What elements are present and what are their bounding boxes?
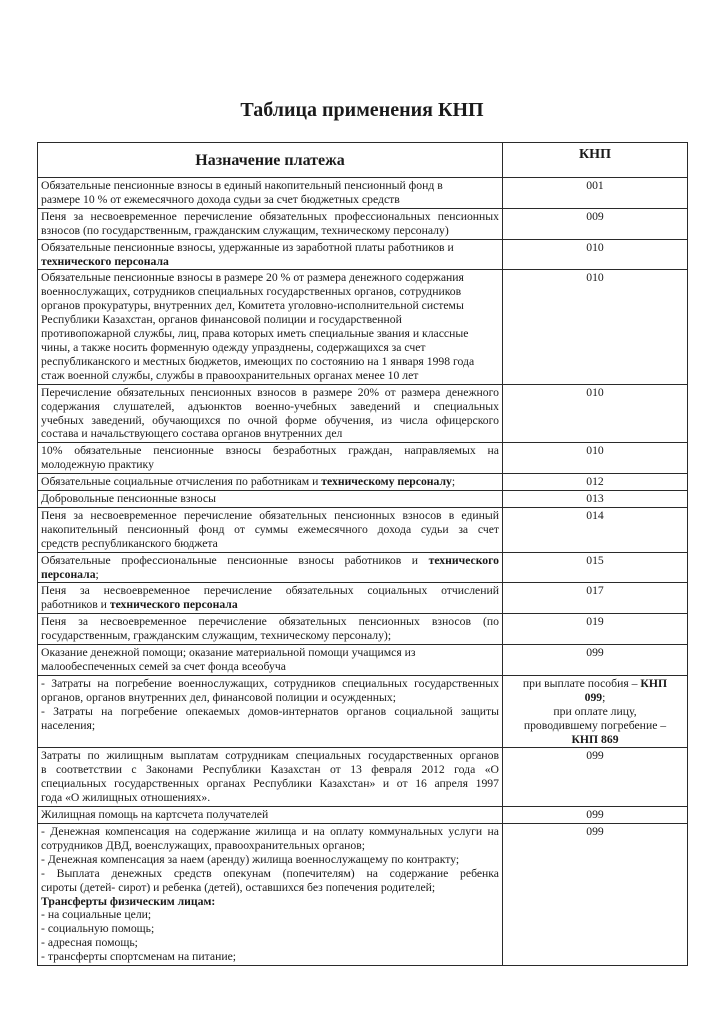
- text-segment: Обязательные пенсионные взносы в размере 20 % от размера денежного содержания: [41, 271, 464, 285]
- text-line: [41, 895, 499, 909]
- table-row: [38, 384, 688, 443]
- text-segment: государственным, гражданским служащим, техническому персоналу);: [41, 629, 392, 643]
- text-segment: 099: [586, 824, 604, 838]
- knp-code-cell: [503, 239, 688, 270]
- payment-purpose-cell: [38, 491, 503, 508]
- text-line: [41, 936, 499, 950]
- text-line: [41, 400, 499, 414]
- text-segment: - социальную помощь;: [41, 922, 155, 936]
- text-line: [41, 749, 499, 763]
- text-segment: накопительный пенсионный фонд от суммы ежемесячного дохода судьи за счет: [41, 522, 499, 536]
- knp-table: [37, 142, 688, 966]
- text-line: [41, 763, 499, 777]
- text-segment: - адресная помощь;: [41, 936, 138, 950]
- text-line: [506, 733, 684, 747]
- text-segment: стаж военной службы, службы в правоохранительных органах менее 10 лет: [41, 368, 419, 382]
- knp-table-body: [38, 178, 688, 966]
- text-segment: населения;: [41, 718, 96, 732]
- text-segment: 010: [586, 385, 604, 399]
- text-line: [41, 414, 499, 428]
- table-row: [38, 675, 688, 748]
- text-line: [41, 369, 499, 383]
- table-row: [38, 614, 688, 645]
- text-segment: 099: [586, 749, 604, 763]
- text-line: [41, 327, 499, 341]
- knp-code-cell: [503, 384, 688, 443]
- text-line: [41, 950, 499, 964]
- table-row: [38, 208, 688, 239]
- knp-code-cell: [503, 552, 688, 583]
- text-segment: Пеня за несвоевременное перечисление обязательных профессиональных пенсионных: [41, 209, 499, 223]
- text-segment: Оказание денежной помощи; оказание материальной помощи учащимся из: [41, 646, 416, 660]
- text-line: [41, 867, 499, 881]
- text-segment: в соответствии с Законами Республики Казахстан от 13 февраля 2012 года «О: [41, 763, 499, 777]
- text-segment: молодежную практику: [41, 458, 154, 472]
- payment-purpose-cell: [38, 239, 503, 270]
- text-segment: органов, органов внутренних дел, финансовой полиции и осужденных;: [41, 690, 397, 704]
- text-segment: - Денежная компенсация за наем (аренду) жилища военнослужащему по контракту;: [41, 852, 460, 866]
- text-segment: 010: [586, 271, 604, 285]
- table-row: [38, 474, 688, 491]
- text-segment: Пеня за несвоевременное перечисление обязательных пенсионных взносов в единый: [41, 508, 499, 522]
- text-line: [41, 386, 499, 400]
- text-line: [41, 584, 499, 598]
- text-line: [506, 646, 684, 660]
- text-segment: малообеспеченных семей за счет фонда всеобуча: [41, 660, 286, 673]
- bold-text-segment: технического: [428, 553, 499, 567]
- table-row: [38, 507, 688, 552]
- knp-code-cell: [503, 748, 688, 807]
- text-segment: 014: [586, 508, 604, 522]
- payment-purpose-cell: [38, 614, 503, 645]
- knp-code-cell: [503, 474, 688, 491]
- text-line: [41, 537, 499, 551]
- text-line: [41, 193, 499, 207]
- text-line: [41, 285, 499, 299]
- table-row: [38, 270, 688, 384]
- text-segment: - на социальные цели;: [41, 908, 152, 922]
- bold-text-segment: технического персонала: [109, 598, 238, 612]
- text-line: [41, 224, 499, 238]
- header-knp-code: КНП: [503, 143, 688, 178]
- text-segment: органов прокуратуры, внутренних дел, Комитета уголовно-исполнительной системы: [41, 299, 464, 313]
- text-line: [41, 444, 499, 458]
- text-line: [41, 808, 499, 822]
- text-line: [41, 881, 499, 895]
- text-line: [41, 922, 499, 936]
- payment-purpose-cell: [38, 270, 503, 384]
- text-line: [41, 313, 499, 327]
- text-line: [41, 691, 499, 705]
- knp-code-cell: [503, 491, 688, 508]
- text-line: [41, 615, 499, 629]
- payment-purpose-cell: [38, 552, 503, 583]
- text-line: [41, 719, 499, 733]
- text-segment: средств республиканского бюджета: [41, 536, 218, 550]
- text-line: [41, 255, 499, 269]
- table-row: [38, 645, 688, 676]
- text-line: [41, 908, 499, 922]
- bold-text-segment: КНП: [640, 676, 668, 690]
- text-line: [41, 853, 499, 867]
- text-segment: Пеня за несвоевременное перечисление обязательных социальных отчислений: [41, 584, 499, 598]
- knp-code-cell: [503, 270, 688, 384]
- text-line: [41, 355, 499, 369]
- text-segment: - трансферты спортсменам на питание;: [41, 950, 237, 964]
- text-segment: 001: [586, 179, 604, 192]
- text-segment: года «О жилищных отношениях».: [41, 791, 211, 805]
- bold-text-segment: техническому персоналу: [321, 475, 452, 489]
- text-line: [506, 615, 684, 629]
- text-line: [41, 523, 499, 537]
- text-line: [41, 179, 499, 193]
- text-segment: 019: [586, 615, 604, 629]
- text-line: [506, 179, 684, 193]
- text-line: [506, 475, 684, 489]
- text-segment: Пеня за несвоевременное перечисление обязательных пенсионных взносов (по: [41, 615, 499, 629]
- text-line: [506, 705, 684, 719]
- text-line: [506, 825, 684, 839]
- table-header-row: [38, 143, 688, 178]
- text-line: [506, 554, 684, 568]
- text-segment: военнослужащих, сотрудников специальных государственных органов, сотрудников: [41, 285, 462, 299]
- text-line: [506, 210, 684, 224]
- text-segment: работников и: [41, 598, 110, 612]
- knp-code-cell: [503, 675, 688, 748]
- table-row: [38, 748, 688, 807]
- text-line: [506, 584, 684, 598]
- table-row: [38, 823, 688, 965]
- table-row: [38, 583, 688, 614]
- knp-code-cell: [503, 645, 688, 676]
- knp-code-cell: [503, 208, 688, 239]
- text-line: [506, 749, 684, 763]
- text-line: [506, 719, 684, 733]
- header-payment-purpose: Назначение платежа: [38, 143, 503, 178]
- text-line: [41, 598, 499, 612]
- text-line: [506, 241, 684, 255]
- text-line: [41, 660, 499, 674]
- text-segment: 099: [586, 808, 604, 822]
- table-row: [38, 239, 688, 270]
- table-row: [38, 443, 688, 474]
- payment-purpose-cell: [38, 178, 503, 209]
- text-line: [41, 646, 499, 660]
- text-segment: Затраты по жилищным выплатам сотрудникам специальных государственных органов: [41, 749, 499, 763]
- payment-purpose-cell: [38, 384, 503, 443]
- text-line: [506, 808, 684, 822]
- text-segment: ;: [451, 475, 456, 489]
- bold-text-segment: Трансферты физическим лицам:: [41, 894, 216, 908]
- text-line: [41, 791, 499, 805]
- text-segment: сотрудников ДВД, военслужащих, правоохранительных органов;: [41, 838, 366, 852]
- text-line: [41, 568, 499, 582]
- text-line: [41, 299, 499, 313]
- text-segment: чины, а также носить форменную одежду упразднены, содержащихся за счет: [41, 340, 426, 354]
- text-segment: 012: [586, 475, 604, 489]
- text-segment: противопожарной службы, лиц, права которых иметь специальные звания и классные: [41, 327, 469, 341]
- text-line: [41, 241, 499, 255]
- table-row: [38, 178, 688, 209]
- payment-purpose-cell: [38, 823, 503, 965]
- text-line: [41, 554, 499, 568]
- payment-purpose-cell: [38, 675, 503, 748]
- table-header: [38, 143, 688, 178]
- bold-text-segment: КНП 869: [571, 732, 619, 746]
- text-segment: 009: [586, 209, 604, 223]
- text-segment: 10% обязательные пенсионные взносы безработных граждан, направляемых на: [41, 444, 499, 458]
- text-segment: при выплате пособия –: [522, 676, 641, 690]
- text-segment: взносов (по государственным, гражданским служащим, техническому персоналу): [41, 223, 449, 237]
- text-line: [41, 777, 499, 791]
- text-segment: Обязательные профессиональные пенсионные взносы работников и: [41, 553, 429, 567]
- bold-text-segment: технического персонала: [41, 254, 169, 268]
- text-line: [41, 705, 499, 719]
- text-line: [506, 386, 684, 400]
- text-segment: Жилищная помощь на картсчета получателей: [41, 808, 269, 822]
- text-line: [506, 677, 684, 691]
- text-segment: состава и начальствующего состава органов внутренних дел: [41, 427, 343, 441]
- text-segment: при оплате лицу,: [553, 704, 637, 718]
- text-segment: - Денежная компенсация на содержание жилища и на оплату коммунальных услуги на: [41, 824, 499, 838]
- knp-code-cell: [503, 507, 688, 552]
- text-segment: содержания слушателей, адъюнктов военно-учебных заведений и специальных: [41, 399, 499, 413]
- knp-code-cell: [503, 583, 688, 614]
- payment-purpose-cell: [38, 443, 503, 474]
- text-line: [41, 475, 499, 489]
- text-segment: Обязательные социальные отчисления по работникам и: [41, 475, 322, 489]
- text-segment: учебных заведений, обучающихся по очной форме обучения, из числа офицерского: [41, 413, 499, 427]
- text-segment: ;: [95, 567, 99, 581]
- knp-code-cell: [503, 823, 688, 965]
- text-line: [506, 509, 684, 523]
- text-line: [41, 210, 499, 224]
- text-line: [41, 271, 499, 285]
- payment-purpose-cell: [38, 583, 503, 614]
- text-segment: республиканского и местных бюджетов, имеющих по состоянию на 1 января 1998 года: [41, 354, 475, 368]
- payment-purpose-cell: [38, 474, 503, 491]
- payment-purpose-cell: [38, 507, 503, 552]
- text-line: [506, 691, 684, 705]
- text-line: [41, 458, 499, 472]
- text-segment: Перечисление обязательных пенсионных взносов в размере 20% от размера денежного: [41, 385, 499, 399]
- text-line: [41, 492, 499, 506]
- payment-purpose-cell: [38, 645, 503, 676]
- text-segment: 013: [586, 492, 604, 506]
- text-line: [41, 509, 499, 523]
- text-segment: - Выплата денежных средств опекунам (попечителям) на содержание ребенка: [41, 866, 499, 880]
- payment-purpose-cell: [38, 807, 503, 824]
- text-segment: Добровольные пенсионные взносы: [41, 492, 216, 506]
- text-line: [506, 492, 684, 506]
- bold-text-segment: персонала: [41, 567, 96, 581]
- text-segment: 010: [586, 444, 604, 458]
- bold-text-segment: 099: [584, 690, 603, 704]
- table-row: [38, 552, 688, 583]
- text-segment: 015: [586, 553, 604, 567]
- text-segment: сироты (детей- сирот) и ребенка (детей), оставшихся без попечения родителей;: [41, 880, 436, 894]
- knp-code-cell: [503, 807, 688, 824]
- text-segment: специальных государственных органах Республики Казахстан» и от 16 апреля 1997: [41, 777, 499, 791]
- text-line: [41, 341, 499, 355]
- text-segment: ;: [602, 690, 606, 704]
- text-segment: - Затраты на погребение военнослужащих, сотрудников специальных государственных: [41, 676, 499, 690]
- text-segment: 099: [586, 646, 604, 660]
- payment-purpose-cell: [38, 208, 503, 239]
- knp-code-cell: [503, 178, 688, 209]
- knp-code-cell: [503, 614, 688, 645]
- text-segment: Обязательные пенсионные взносы, удержанные из заработной платы работников и: [41, 240, 454, 254]
- text-segment: 010: [586, 240, 604, 254]
- table-row: [38, 491, 688, 508]
- text-line: [41, 629, 499, 643]
- table-row: [38, 807, 688, 824]
- text-segment: 017: [586, 584, 604, 598]
- text-line: [41, 677, 499, 691]
- text-line: [41, 839, 499, 853]
- text-segment: Республики Казахстан, органов финансовой полиции и государственной: [41, 313, 402, 327]
- text-segment: проводившему погребение –: [523, 718, 667, 732]
- text-segment: размере 10 % от ежемесячного дохода судьи за счет бюджетных средств: [41, 192, 400, 206]
- document-title: Таблица применения КНП: [240, 99, 484, 121]
- text-line: [506, 271, 684, 285]
- payment-purpose-cell: [38, 748, 503, 807]
- text-segment: - Затраты на погребение опекаемых домов-интернатов органов социальной защиты: [41, 704, 499, 718]
- text-line: [41, 825, 499, 839]
- text-segment: Обязательные пенсионные взносы в единый накопительный пенсионный фонд в: [41, 179, 443, 192]
- text-line: [41, 427, 499, 441]
- text-line: [506, 444, 684, 458]
- knp-code-cell: [503, 443, 688, 474]
